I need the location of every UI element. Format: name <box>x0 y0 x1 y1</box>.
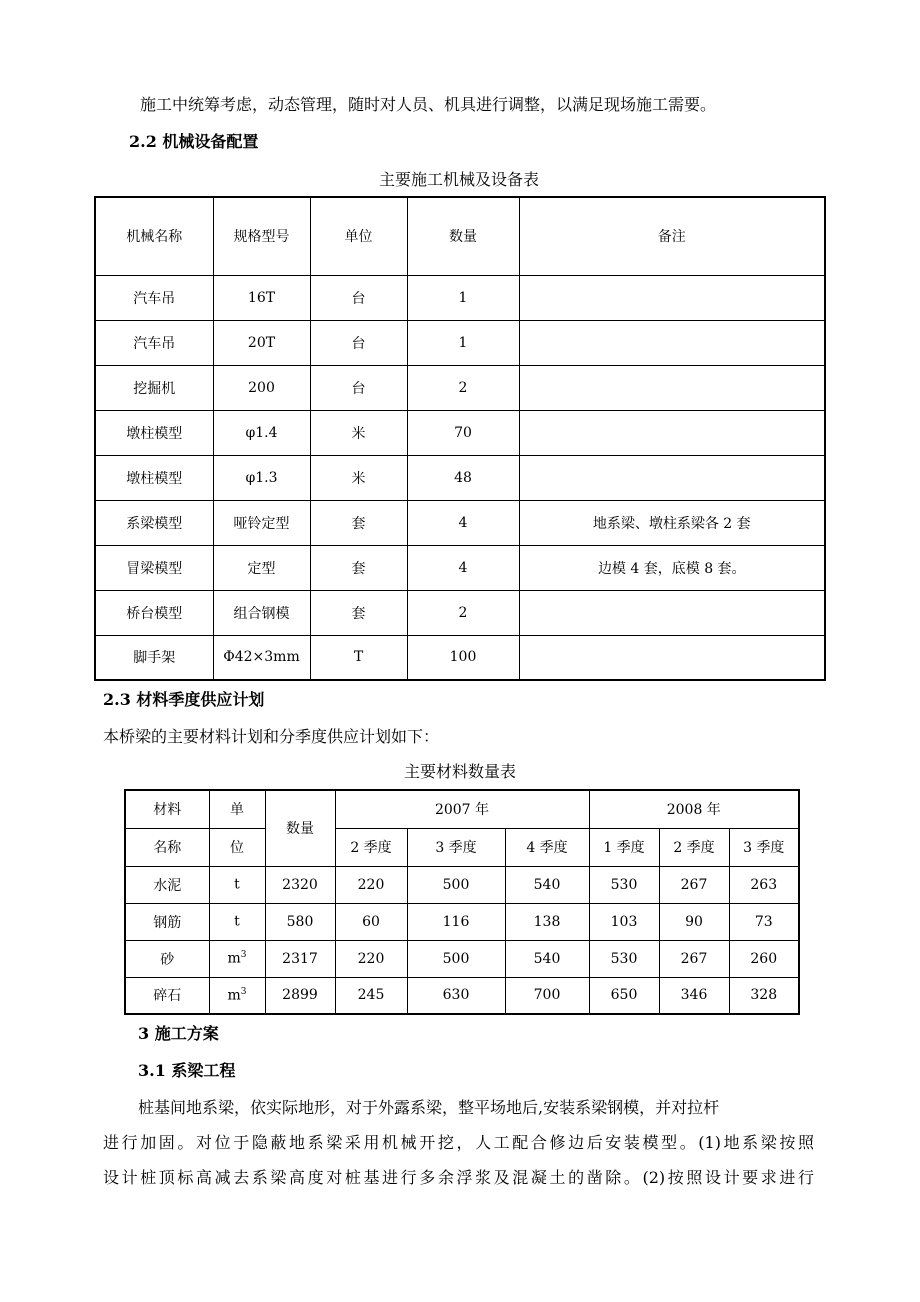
header-year-2007: 2007 年 <box>335 790 589 828</box>
table-cell: 汽车吊 <box>95 320 213 365</box>
body-line: 设计桩顶标高减去系梁高度对桩基进行多余浮浆及混凝土的凿除。(2)按照设计要求进行 <box>103 1168 814 1187</box>
header-unit-top: 单 <box>209 790 265 828</box>
quarter-value: 530 <box>589 940 659 977</box>
table-header-row <box>125 828 799 866</box>
header-cell: 机械名称 <box>95 197 213 275</box>
table-row <box>95 590 825 635</box>
header-cell: 备注 <box>519 197 825 275</box>
quarter-value: 540 <box>505 940 589 977</box>
quarter-value: 650 <box>589 977 659 1014</box>
unit-superscript: 3 <box>240 986 247 997</box>
table-cell: 48 <box>407 455 519 500</box>
table-cell <box>519 365 825 410</box>
material-quantity: 2899 <box>265 977 335 1014</box>
table-cell <box>519 590 825 635</box>
table-cell: 挖掘机 <box>95 365 213 410</box>
table-header-row <box>95 197 825 275</box>
table2-caption: 主要材料数量表 <box>403 762 516 781</box>
quarter-value: 700 <box>505 977 589 1014</box>
table-cell: Φ42×3mm <box>213 635 310 680</box>
table-cell: 4 <box>407 545 519 590</box>
table-cell: 组合钢模 <box>213 590 310 635</box>
material-quantity: 580 <box>265 903 335 940</box>
header-quarter: 2 季度 <box>659 828 729 866</box>
material-unit <box>209 866 265 903</box>
table-cell <box>519 635 825 680</box>
table1-caption: 主要施工机械及设备表 <box>378 170 539 189</box>
table-cell: 系梁模型 <box>95 500 213 545</box>
quarter-value: 630 <box>407 977 505 1014</box>
table-cell: φ1.3 <box>213 455 310 500</box>
quarter-value: 73 <box>729 903 799 940</box>
table-cell <box>519 410 825 455</box>
table-row <box>125 940 799 977</box>
unit-text: m <box>227 950 241 967</box>
quarter-value: 328 <box>729 977 799 1014</box>
material-quantity: 2320 <box>265 866 335 903</box>
table-row <box>95 320 825 365</box>
header-quarter: 4 季度 <box>505 828 589 866</box>
material-name: 砂 <box>125 940 209 977</box>
header-quarter: 1 季度 <box>589 828 659 866</box>
table-cell: 墩柱模型 <box>95 410 213 455</box>
table-cell: 边模 4 套，底模 8 套。 <box>519 545 825 590</box>
quarter-value: 60 <box>335 903 407 940</box>
table-cell: 台 <box>310 275 407 320</box>
header-material-bottom: 名称 <box>125 828 209 866</box>
table-row <box>95 545 825 590</box>
table-cell: 2 <box>407 365 519 410</box>
material-name: 碎石 <box>125 977 209 1014</box>
table-cell: 桥台模型 <box>95 590 213 635</box>
quarter-value: 260 <box>729 940 799 977</box>
table-cell: 哑铃定型 <box>213 500 310 545</box>
table-cell: 台 <box>310 365 407 410</box>
material-name: 水泥 <box>125 866 209 903</box>
table-cell: 米 <box>310 410 407 455</box>
quarter-value: 263 <box>729 866 799 903</box>
header-cell: 单位 <box>310 197 407 275</box>
table-cell: 墩柱模型 <box>95 455 213 500</box>
equipment-table <box>94 196 826 681</box>
table-cell: 套 <box>310 500 407 545</box>
table-cell: 100 <box>407 635 519 680</box>
table-cell: 套 <box>310 545 407 590</box>
table-cell: 16T <box>213 275 310 320</box>
unit-text: t <box>234 913 240 930</box>
header-year-2008: 2008 年 <box>589 790 799 828</box>
material-quantity: 2317 <box>265 940 335 977</box>
material-unit <box>209 940 265 977</box>
quarter-value: 540 <box>505 866 589 903</box>
intro-line: 施工中统筹考虑，动态管理，随时对人员、机具进行调整，以满足现场施工需要。 <box>140 95 717 114</box>
table-cell: 套 <box>310 590 407 635</box>
table-row <box>95 410 825 455</box>
material-unit <box>209 977 265 1014</box>
table-row <box>95 365 825 410</box>
table-cell: φ1.4 <box>213 410 310 455</box>
body-line: 桩基间地系梁，依实际地形，对于外露系梁，整平场地后,安装系梁钢模，并对拉杆 <box>138 1098 720 1117</box>
table-cell: 地系梁、墩柱系梁各 2 套 <box>519 500 825 545</box>
quarter-value: 220 <box>335 940 407 977</box>
material-unit <box>209 903 265 940</box>
quarter-value: 267 <box>659 940 729 977</box>
material-name: 钢筋 <box>125 903 209 940</box>
table-cell: 冒梁模型 <box>95 545 213 590</box>
table-row <box>125 866 799 903</box>
quarter-value: 500 <box>407 866 505 903</box>
table-row <box>125 903 799 940</box>
table-cell <box>519 455 825 500</box>
table-cell <box>519 275 825 320</box>
table-row <box>95 455 825 500</box>
table-row <box>125 977 799 1014</box>
table-cell: T <box>310 635 407 680</box>
header-quarter: 3 季度 <box>407 828 505 866</box>
table-row <box>95 635 825 680</box>
table-cell: 1 <box>407 320 519 365</box>
quarter-value: 220 <box>335 866 407 903</box>
table-cell: 定型 <box>213 545 310 590</box>
quarter-value: 346 <box>659 977 729 1014</box>
body-line: 进行加固。对位于隐蔽地系梁采用机械开挖，人工配合修边后安装模型。(1)地系梁按照 <box>103 1133 814 1152</box>
table-cell: 20T <box>213 320 310 365</box>
table-header-row <box>125 790 799 828</box>
header-quarter: 3 季度 <box>729 828 799 866</box>
quarter-value: 267 <box>659 866 729 903</box>
table-cell: 200 <box>213 365 310 410</box>
materials-table <box>124 789 800 1015</box>
header-quarter: 2 季度 <box>335 828 407 866</box>
table-cell: 2 <box>407 590 519 635</box>
quarter-value: 245 <box>335 977 407 1014</box>
table-row <box>95 275 825 320</box>
unit-superscript: 3 <box>240 950 247 961</box>
unit-text: m <box>227 987 241 1004</box>
quarter-value: 500 <box>407 940 505 977</box>
header-material-top: 材料 <box>125 790 209 828</box>
header-cell: 规格型号 <box>213 197 310 275</box>
header-cell: 数量 <box>407 197 519 275</box>
quarter-value: 530 <box>589 866 659 903</box>
table-cell: 4 <box>407 500 519 545</box>
quarter-value: 138 <box>505 903 589 940</box>
quarter-value: 103 <box>589 903 659 940</box>
table-cell <box>519 320 825 365</box>
table-cell: 70 <box>407 410 519 455</box>
header-quantity: 数量 <box>265 790 335 866</box>
quarter-value: 116 <box>407 903 505 940</box>
table-cell: 米 <box>310 455 407 500</box>
header-unit-bottom: 位 <box>209 828 265 866</box>
table-cell: 脚手架 <box>95 635 213 680</box>
table-cell: 1 <box>407 275 519 320</box>
unit-text: t <box>234 876 240 893</box>
quarter-value: 90 <box>659 903 729 940</box>
section-3-1-heading: 3.1 系梁工程 <box>138 1061 236 1080</box>
section-2-2-heading: 2.2 机械设备配置 <box>129 132 259 151</box>
table-cell: 汽车吊 <box>95 275 213 320</box>
table2-intro: 本桥梁的主要材料计划和分季度供应计划如下： <box>103 727 440 746</box>
table-row <box>95 500 825 545</box>
section-3-heading: 3 施工方案 <box>138 1024 219 1043</box>
section-2-3-heading: 2.3 材料季度供应计划 <box>103 690 265 709</box>
table-cell: 台 <box>310 320 407 365</box>
